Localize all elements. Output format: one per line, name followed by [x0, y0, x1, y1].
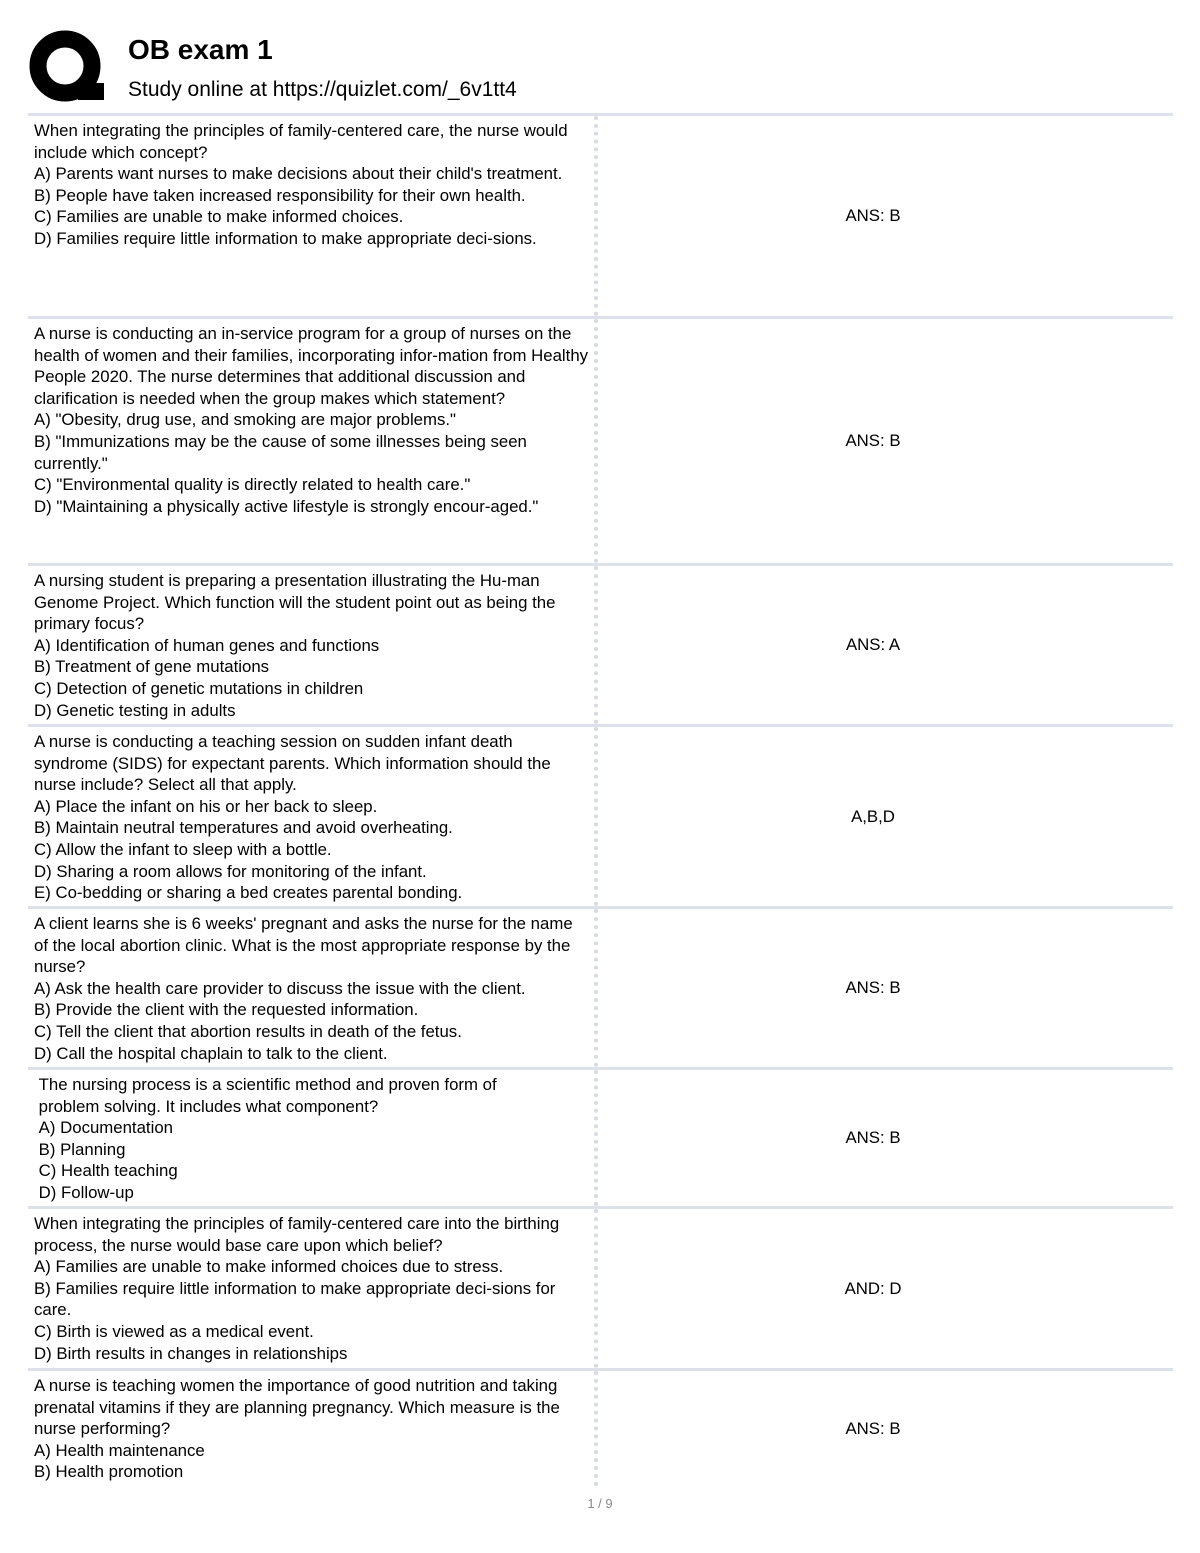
flashcard — [28, 316, 1173, 563]
flashcard-answer: ANS: A — [845, 635, 901, 654]
flashcard — [28, 113, 1173, 316]
flashcard-question: A nurse is conducting an in-service program for a group of nurses on the health of women and their families, incorporating infor-mation from Healthy People 2020. The nurse determines that additional discussion and clarification is needed when the group makes which statement? A) "Obesity, drug use, and smoking are major problems." B) "Immunizations may be the cause of some illnesses being seen currently." C) "Environmental quality is directly related to health care." D) "Maintaining a physically active lifestyle is strongly encour-aged." — [28, 319, 598, 563]
flashcard-answer: ANS: B — [845, 206, 901, 225]
flashcard-list — [28, 113, 1173, 1486]
flashcard-answer: ANS: B — [845, 431, 901, 450]
flashcard-answer: A,B,D — [851, 806, 895, 826]
flashcard-question: A client learns she is 6 weeks' pregnant and asks the nurse for the name of the local abortion clinic. What is the most appropriate response by the nurse? A) Ask the health care provider to discuss the issue with the client. B) Provide the client with the requested information. C) Tell the client that abortion results in death of the fetus. D) Call the hospital chaplain to talk to the client. — [28, 909, 598, 1067]
flashcard-question: A nurse is conducting a teaching session on sudden infant death syndrome (SIDS) for expectant parents. Which information should the nurse include? Select all that apply. A) Place the infant on his or her back to sleep. B) Maintain neutral temperatures and avoid overheating. C) Allow the infant to sleep with a bottle. D) Sharing a room allows for monitoring of the infant. E) Co-bedding or sharing a bed creates parental bonding. — [28, 727, 598, 906]
study-link-text: Study online at https://quizlet.com/_6v1tt4 — [128, 78, 517, 101]
flashcard-question: The nursing process is a scientific method and proven form of problem solving. It includes what component? A) Documentation B) Planning C) Health teaching D) Follow-up — [28, 1070, 598, 1206]
page-header — [28, 24, 1178, 112]
quizlet-logo-icon — [28, 28, 108, 108]
flashcard — [28, 1206, 1173, 1368]
flashcard — [28, 1067, 1173, 1206]
flashcard — [28, 906, 1173, 1067]
flashcard-answer: ANS: B — [845, 978, 901, 997]
flashcard-question: When integrating the principles of family-centered care, the nurse would include which concept? A) Parents want nurses to make decisions about their child's treatment. B) People have taken increased responsibility for their own health. C) Families are unable to make informed choices. D) Families require little information to make appropriate deci-sions. — [28, 116, 598, 316]
page-title: OB exam 1 — [128, 34, 273, 65]
flashcard-answer: ANS: B — [845, 1418, 901, 1438]
flashcard-question: A nurse is teaching women the importance of good nutrition and taking prenatal vitamins if they are planning pregnancy. Which measure is the nurse performing? A) Health maintenance B) Health promotion — [28, 1371, 598, 1486]
flashcard-answer: ANS: B — [845, 1128, 901, 1147]
flashcard-question: When integrating the principles of family-centered care into the birthing process, the nurse would base care upon which belief? A) Families are unable to make informed choices due to stress. B) Families require little information to make appropriate deci-sions for care. C) Birth is viewed as a medical event. D) Birth results in changes in relationships — [28, 1209, 598, 1368]
flashcard-question: A nursing student is preparing a presentation illustrating the Hu-man Genome Project. Which function will the student point out as being the primary focus? A) Identification of human genes and functions B) Treatment of gene mutations C) Detection of genetic mutations in children D) Genetic testing in adults — [28, 566, 598, 724]
flashcard-answer: AND: D — [844, 1278, 902, 1298]
flashcard — [28, 563, 1173, 724]
page-number: 1 / 9 — [587, 1496, 613, 1511]
flashcard — [28, 724, 1173, 906]
flashcard — [28, 1368, 1173, 1486]
